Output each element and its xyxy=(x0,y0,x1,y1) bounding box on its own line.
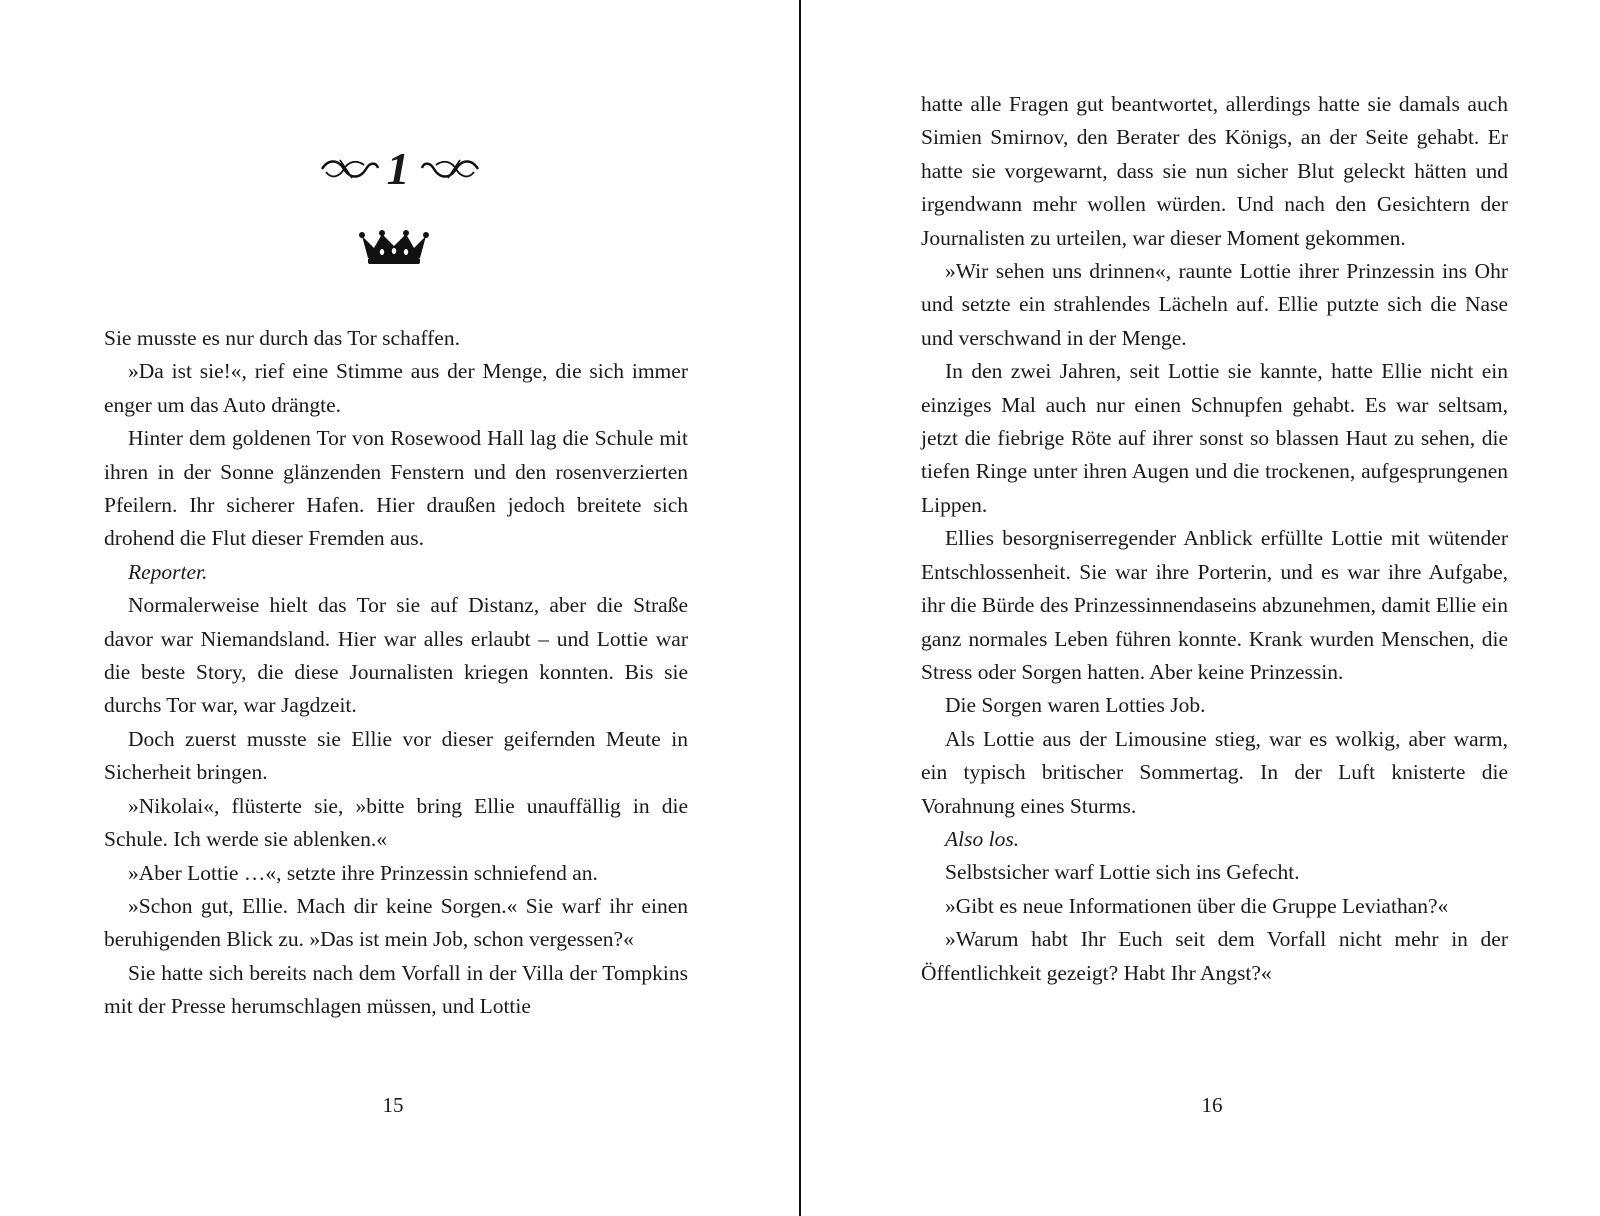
crown-icon xyxy=(358,214,430,266)
right-page-body xyxy=(921,88,1508,990)
paragraph: Hinter dem goldenen Tor von Rosewood Hall lag die Schule mit ihren in der Sonne glänzenden Fenstern und den rosenverzierten Pfeilern. Ihr sicherer Hafen. Hier draußen jedoch breitete sich drohend die Flut dieser Fremden aus. xyxy=(104,426,688,551)
paragraph: Doch zuerst musste sie Ellie vor dieser geifernden Meute in Sicherheit bringen. xyxy=(104,726,688,785)
paragraph: Normalerweise hielt das Tor sie auf Distanz, aber die Straße davor war Niemandsland. Hier war alles erlaubt – und Lottie war die beste Story, die diese Journalisten kriegen konnten. Bis sie durchs Tor war, war Jagdzeit. xyxy=(104,593,688,718)
paragraph: Also los. xyxy=(945,826,1020,851)
paragraph: Sie musste es nur durch das Tor schaffen. xyxy=(104,326,460,350)
paragraph: In den zwei Jahren, seit Lottie sie kannte, hatte Ellie nicht ein einziges Mal auch nur einen Schnupfen gehabt. Es war seltsam, jetzt die fiebrige Röte auf ihrer sonst so blassen Haut zu sehen, die tiefen Ringe unter ihren Augen und die trockenen, aufgesprungenen Lippen. xyxy=(921,359,1508,517)
paragraph: »Gibt es neue Informationen über die Gruppe Leviathan?« xyxy=(945,893,1449,918)
paragraph: »Nikolai«, flüsterte sie, »bitte bring Ellie unauffällig in die Schule. Ich werde sie ablenken.« xyxy=(104,793,688,852)
paragraph: Reporter. xyxy=(128,559,208,584)
paragraph: »Aber Lottie …«, setzte ihre Prinzessin schniefend an. xyxy=(128,860,598,885)
left-page-body xyxy=(104,322,688,1024)
right-page xyxy=(803,0,1600,1216)
page-gutter-divider xyxy=(799,0,801,1216)
chapter-heading xyxy=(300,140,490,200)
chapter-number: 1 xyxy=(386,143,410,194)
paragraph: »Warum habt Ihr Euch seit dem Vorfall nicht mehr in der Öffentlichkeit gezeigt? Habt Ihr Angst?« xyxy=(921,927,1508,985)
paragraph: Ellies besorgniserregender Anblick erfüllte Lottie mit wütender Entschlossenheit. Sie war ihre Porterin, und es war ihre Aufgabe, ihr die Bürde des Prinzessinnendaseins abzunehmen, damit Ellie ein ganz normales Leben führen konnte. Krank wurden Menschen, die Stress oder Sorgen hatten. Aber keine Prinzessin. xyxy=(921,526,1508,684)
page-number: 16 xyxy=(1201,1093,1223,1117)
paragraph: »Wir sehen uns drinnen«, raunte Lottie ihrer Prinzessin ins Ohr und setzte ein strahlendes Lächeln auf. Ellie putzte sich die Nase und verschwand in der Menge. xyxy=(921,259,1508,350)
paragraph: Die Sorgen waren Lotties Job. xyxy=(945,693,1206,718)
page-number: 15 xyxy=(382,1093,404,1117)
paragraph: »Da ist sie!«, rief eine Stimme aus der Menge, die sich immer enger um das Auto drängte. xyxy=(104,359,688,417)
paragraph: »Schon gut, Ellie. Mach dir keine Sorgen.« Sie warf ihr einen beruhigenden Blick zu. »Das ist mein Job, schon vergessen?« xyxy=(104,893,688,952)
paragraph: hatte alle Fragen gut beantwortet, allerdings hatte sie damals auch Simien Smirnov, den Berater des Königs, an der Seite gehabt. Er hatte sie vorgewarnt, dass sie nun sicher Blut geleckt hätten und irgendwann mehr wollen würden. Und nach den Gesichtern der Journalisten zu urteilen, war dieser Moment gekommen. xyxy=(921,92,1508,250)
flourish-right-icon xyxy=(420,156,480,182)
paragraph: Als Lottie aus der Limousine stieg, war es wolkig, aber warm, ein typisch britischer Sommertag. In der Luft knisterte die Vorahnung eines Sturms. xyxy=(921,726,1508,818)
flourish-left-icon xyxy=(320,156,380,182)
paragraph: Selbstsicher warf Lottie sich ins Gefecht. xyxy=(945,860,1300,885)
paragraph: Sie hatte sich bereits nach dem Vorfall in der Villa der Tompkins mit der Presse herumschlagen müssen, und Lottie xyxy=(104,960,688,1019)
